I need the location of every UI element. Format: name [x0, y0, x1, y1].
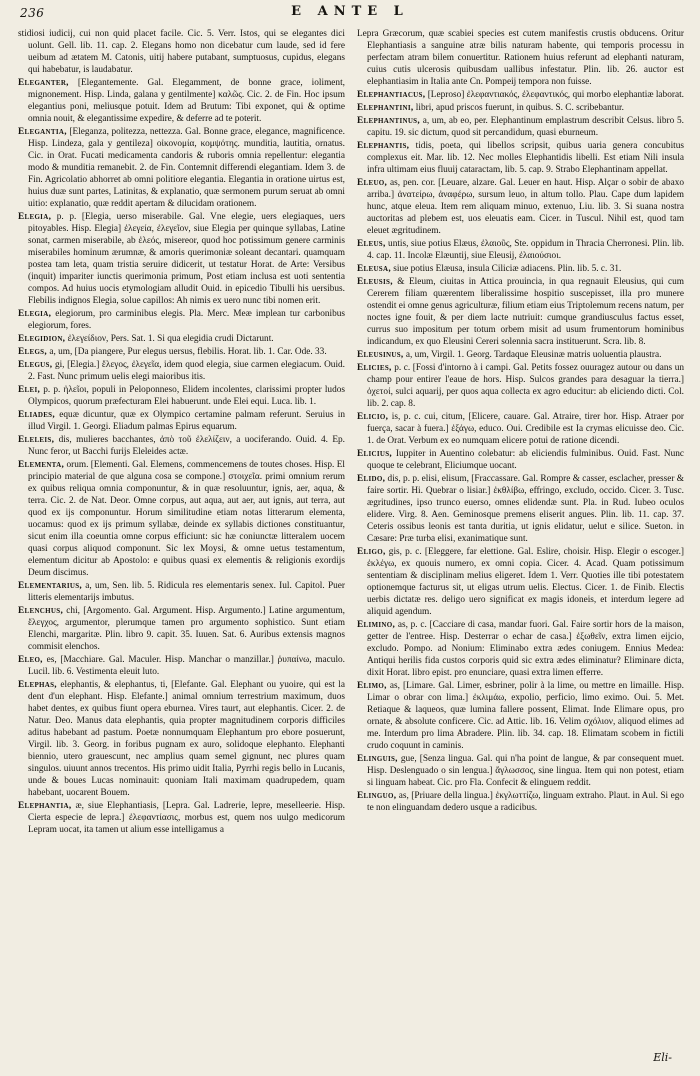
- entry-text: a, um, [Da piangere, Pur elegus uersus, flebilis. Horat. lib. 1. Car. Ode. 33.: [49, 347, 327, 357]
- entry-text: elephantis, & elephantus, ti, [Elefante. Gal. Elephant ou yuoire, qui est la dent d'un elephant. Hisp. Elefante.] animal omnium terrestrium maximum, duos habet dentes, ex quibus fiunt opera eburnea. Vires taurt, aut elephantis. Cicer. 2. de Natur. Deo. Manus data elephantis, quia propter magnitudinem corporis difficiles aditus habebant ad pastum. Poetæ nonnumquam Elephantum pro ebore posuerunt, Virgil. lib. 3. Georg. in foribus pugnam ex auro, solidoque elephanto. Elephanti biennio, utero grauescunt, nec amplius quam semel gignunt, nec plures quam singulos. uiuunt annos trecentos. His primo uidit Italia, Pyrrhi regis bello in Lucanis, unde & boues Lucas nominauit: quoniam Itali maximam quadrupedem, quam habebant, uocarent Bouem.: [28, 680, 345, 798]
- entry-headword: Elegs,: [18, 347, 48, 357]
- entry-text: as, [Limare. Gal. Limer, esbriner, polir à la lime, ou mettre en limaille. Hisp. Limar o obrar con lima.] ἐκλιμάω, expolio, perficio, limo eximo. Oui. 5. Met. Retiaque & laqueos, quæ lumina fallere possent, Elimat. Inde Elimare opus, pro ornate, & absolute conficere. Cic. ad Attic. lib. 16. Velim σχόλιον, aliquod elimes ad me. Interdum pro lima Abradere. Plin. lib. 34. cap. 18. Elimatam scobem in fictili crudo coquunt in caminis.: [367, 681, 684, 751]
- entry-headword: Elephantis,: [357, 141, 410, 151]
- dictionary-entry: [357, 89, 684, 101]
- entry-headword: Elegantia,: [18, 127, 67, 137]
- dictionary-entry: [18, 28, 345, 76]
- dictionary-entry: [18, 384, 345, 408]
- entry-text: as, p. c. [Cacciare di casa, mandar fuori. Gal. Faire sortir hors de la maison, getter de l'entree. Hisp. Desterrar o echar de casa.] ἐξωθεῖν, extra limen eijcio, excludo. Pompo. ad Nonium: Eliminabo extra ædes coniugem. Ennius Medea: Antiqui herilis fida custos corporis quid sic extra ædes eliminatur? Eliminare dicta, dixit Horat. libro epist. pro enunciare, quasi extra limen efferre.: [367, 620, 684, 678]
- entry-headword: Elicio,: [357, 412, 389, 422]
- entry-headword: Elegia,: [18, 309, 52, 319]
- dictionary-entry: [357, 238, 684, 262]
- entry-headword: Eligo,: [357, 547, 386, 557]
- entry-text: [Eleganza, politezza, nettezza. Gal. Bonne grace, elegance, magnificence. Hisp. Lindeza, gala y gentileza] οἰκονομία, κομψότης. munditia, lautitia, ornatus. Cic. in Orat. Fucati medicamenta candoris & ruboris omnia repellentur: elegantia modo & munditia remanebit. 2. de Fin. Contemnit differendi elegantiam. Idem 3. de Fin. Agricolatio abhorret ab omni politiore elegantia. Elegantia in oratione uirtus est, huius duæ sunt partes, Latinitas, & explanatio, quæ sermonem purum seruat ab omni uitio: explanatio, quæ reddit apertam & dilucidam orationem.: [28, 127, 345, 209]
- entry-text: tidis, poeta, qui libellos scripsit, quibus uaria genera concubitus complexus eit. Mar. lib. 12. Nec molles Elephantidis libelli. Est etiam Nili insula infra ultimam eius fluuij cataractam, lib. 5. cap. 9. Strabo Elephantinam appellat.: [367, 141, 684, 175]
- entry-text: p. p. ἠλεῖοι, populi in Peloponneso, Elidem incolentes, clarissimi propter ludos Olympicos, quorum præfecturam Elei habuerunt. unde Elei equi. Luca. lib. 1.: [28, 385, 345, 407]
- dictionary-entry: [357, 411, 684, 447]
- dictionary-entry: [357, 28, 684, 88]
- dictionary-entry: [357, 276, 684, 348]
- entry-text: a, um, ab eo, per. Elephantinum emplastrum describit Celsus. libro 5. capitu. 19. sic dictum, quod sit percandidum, quasi eburneum.: [367, 116, 684, 138]
- entry-text: a, um, Virgil. 1. Georg. Tardaque Eleusinæ matris uoluentia plaustra.: [405, 350, 662, 360]
- dictionary-entry: [18, 800, 345, 836]
- entry-headword: Elephantia,: [18, 801, 72, 811]
- entry-text: ἐλεγείδιον, Pers. Sat. 1. Si qua elegidia crudi Dictarunt.: [67, 334, 274, 344]
- dictionary-entry: [18, 409, 345, 433]
- entry-headword: Elicies,: [357, 363, 392, 373]
- entry-text: libri, apud priscos fuerunt, in quibus. S. C. scribebantur.: [415, 103, 624, 113]
- entry-headword: Elephas,: [18, 680, 57, 690]
- entry-headword: Eleusa,: [357, 264, 391, 274]
- dictionary-entry: [357, 102, 684, 114]
- entry-text: orum. [Elementi. Gal. Elemens, commencemens de toutes choses. Hisp. El principio material de que alguna cosa se compone.] στοιχεῖα. primi omnium rerum ex quibus reliqua omnia componuntur, & in quæ resoluuntur, ignis, aer, aqua, & terra. Cic. 2. de Nat. Deor. Omne corpus, aut aqua, aut aer, aut ignis, aut terra, aut quod ex ijs componuntur. Horum similitudine etiam notas litterarum elementa, uocamus: quod ex ijs primum syllabæ, deinde ex syllabis dictiones constituantur, sicut enim illa coeuntia omne corpus efficiunt: sic hæ coniunctæ litteralem uocem quasi corpus aliquod componunt. Sic lex Moysi, & omne uetus testamentum, elementum dicitur ab Apostolo: e quibus quasi ex elementis & religionis exordijs Deum discimus.: [28, 460, 345, 578]
- entry-headword: Eliades,: [18, 410, 55, 420]
- entry-text: as, [Priuare della lingua.] ἐκγλωττίζω, linguam extraho. Plaut. in Aul. Si ego te non elinguandam dedero usque a radicibus.: [367, 791, 684, 813]
- entry-headword: Elementa,: [18, 460, 65, 470]
- entry-text: a, um, Sen. lib. 5. Ridicula res elementaris senex. Iul. Capitol. Puer litteris elementarijs imbutus.: [28, 581, 345, 603]
- entry-text: as, pen. cor. [Leuare, alzare. Gal. Leuer en haut. Hisp. Alçar o sobir de abaxo arriba.] ἀνατείρω, ἀναφέρω, sursum leuo, in altum tollo. Plau. Cape dum lapidem hunc, atque eleua. Item rem aliquam minuo, extenuo, Liu. lib. 3. Si suana nostra auctoritas ad plebem est, uos eleuatis eam. Cicer. in Tuscul. Nihil est, quod tam eleuet ægritudinem.: [367, 178, 684, 236]
- dictionary-entry: [357, 753, 684, 789]
- entry-text: chi, [Argomento. Gal. Argument. Hisp. Argumento.] Latine argumentum, ἔλεγχος, argumentor, plerumque tamen pro argumento sophistico. Sunt etiam Elenchi, margaritæ. Plin. libro 9. capit. 35. Iuuen. Sat. 6. Auribus extensis magnos commisit elenchos.: [28, 606, 345, 652]
- entry-text: Iuppiter in Auentino colebatur: ab eliciendis fulminibus. Ouid. Fast. Nunc quoque te celebrant, Eliciumque uocant.: [367, 449, 684, 471]
- entry-headword: Eleuo,: [357, 178, 388, 188]
- entry-text: siue potius Elæusa, insula Ciliciæ adiacens. Plin. lib. 5. c. 31.: [393, 264, 622, 274]
- entry-headword: Elephantini,: [357, 103, 414, 113]
- dictionary-entry: [357, 362, 684, 410]
- dictionary-entry: [357, 263, 684, 275]
- entry-headword: Eleusinus,: [357, 350, 404, 360]
- entry-text: es, [Macchiare. Gal. Maculer. Hisp. Manchar o manzillar.] ῥυπαίνω, maculo. Lucil. lib. 6. Vestimenta eleuit luto.: [28, 655, 345, 677]
- dictionary-entry: [18, 580, 345, 604]
- entry-headword: Elido,: [357, 474, 386, 484]
- dictionary-entry: [18, 605, 345, 653]
- dictionary-entry: [357, 177, 684, 237]
- entry-text: æ, siue Elephantiasis, [Lepra. Gal. Ladrerie, lepre, meselleerie. Hisp. Cierta especie de lepra.] ἐλεφαντίασις, morbus est, quem nos uulgo medicorum Lepram uocat, ita tamen ut alium esse intelligamus a: [28, 801, 345, 835]
- dictionary-entry: [357, 448, 684, 472]
- left-column: [18, 28, 345, 1062]
- entry-text: is, p. c. cui, citum, [Elicere, cauare. Gal. Atraire, tirer hor. Hisp. Atraer por fuerça, sacar à fuera.] ἐξάγω, educo. Oui. Credibile est Ia crymas elicuisse deo. Cic. 1. de Orat. Verbum ex eo numquam elicere potui de ratione dicendi.: [367, 412, 684, 446]
- entry-headword: Elegus,: [18, 360, 53, 370]
- dictionary-entry: [357, 680, 684, 752]
- dictionary-entry: [357, 349, 684, 361]
- entry-headword: Eleleis,: [18, 435, 55, 445]
- entry-text: p. p. [Elegia, uerso miserabile. Gal. Vne elegie, uers elegiaques, uers pitoyables. Hisp. Elegia] ἐλεγεία, ἐλεγεῖον, siue Elegia per quinque syllabas, Latine sonat, carmen miserabile, ab ἐλεός, misereor, quod hoc potissimum genere carminis miserabiles hominum ærumnæ, & amoris querimoniæ soleant decantari. quamquam postea tam leta, quam tristia seruire didicerit, ut testatur Horat. de Arte: Versibus (inquit) impariter iunctis querimonia primum, Post etiam inclusa est uoti sententia compos. Ad huius uocis etymologiam alludit Ouid. in epicedio Tibulli his uersibus. Flebilis indignos Elegia, solue capillos: Ah nimis ex uero nunc tibi nomen erit.: [28, 212, 345, 306]
- entry-headword: Eleus,: [357, 239, 386, 249]
- right-column: [357, 28, 684, 1062]
- running-title: E ANTE L: [291, 4, 409, 19]
- entry-headword: Elephantinus,: [357, 116, 420, 126]
- entry-text: gi, [Elegia.] ἔλεγος, ἐλεγεῖα, idem quod elegia, siue carmen elegiacum. Ouid. 2. Fast. Nunc primum uelis elegi maioribus itis.: [28, 360, 345, 382]
- entry-headword: Elei,: [18, 385, 41, 395]
- dictionary-entry: [18, 459, 345, 579]
- entry-text: gue, [Senza lingua. Gal. qui n'ha point de langue, & par consequent muet. Hisp. Deslenguado o sin lengua.] ἄγλωσσος, sine lingua. Item qui non potest, etiam si linguam habeat. Cic. pro Fla. Confecit & elinguem reddit.: [367, 754, 684, 788]
- dictionary-entry: [18, 333, 345, 345]
- entry-text: gis, p. c. [Eleggere, far elettione. Gal. Eslire, choisir. Hisp. Elegir o escoger.] ἐκλέγω, ex quouis numero, ex omni copia. Cicer. 4. Acad. Quam potissimum sententiam & disciplinam melius eligeret. Idem 1. Verr. Quoties ille tibi potestatem optionemque facturus sit, ut eligas utrum uelis. Electus. Cicer. 1. de Finib. Electis uerbis dictatæ res. deligo uero significat ex magis idoneis, et interdum legere ad aliquid agendum.: [367, 547, 684, 617]
- dictionary-entry: [357, 790, 684, 814]
- entry-headword: Elinguis,: [357, 754, 398, 764]
- entry-text: [Leproso] ἐλεφαντιακός, ἐλεφαντικός, qui morbo elephantiæ laborat.: [427, 90, 684, 100]
- entry-text: Lepra Græcorum, quæ scabiei species est cutem manifestis crustis obducens. Oritur Elephantiasis a sanguine atræ bilis naturam habente, qui temporis processu in perfectam atram bilem conuertitur. Rationem huius referunt ad elephanti naturam, cuius cutis ulcerosis quibusdam uallibus infestatur. Plin. lib. 26. auctor est elephantiasim in Italia ante Cn. Pompeij tempora non fuisse.: [357, 29, 684, 87]
- dictionary-entry: [18, 211, 345, 307]
- dictionary-entry: [18, 654, 345, 678]
- dictionary-entry: [18, 434, 345, 458]
- dictionary-entry: [18, 77, 345, 125]
- dictionary-entry: [357, 140, 684, 176]
- dictionary-entry: [18, 679, 345, 799]
- entry-headword: Eleo,: [18, 655, 43, 665]
- dictionary-entry: [18, 346, 345, 358]
- dictionary-entry: [18, 359, 345, 383]
- dictionary-entry: [18, 308, 345, 332]
- entry-headword: Elimino,: [357, 620, 396, 630]
- entry-text: untis, siue potius Elæus, ἐλαιοῦς, Ste. oppidum in Thracia Cherronesi. Plin. lib. 4. cap. 11. Incolæ Elæuntij, siue Eleusij, ἐλαιούσιοι.: [367, 239, 684, 261]
- page-number: 236: [20, 6, 45, 20]
- entry-headword: Elephantiacus,: [357, 90, 426, 100]
- entry-text: & Eleum, ciuitas in Attica prouincia, in qua regnauit Eleusius, qui cum Cererem filiam quærentem liberalissime hospitio suscepisset, illa pro munere ostendit ei omne genus agriculturæ, filium etiam eius Triptolemum recens natum, per noctes igne fouit, & per diem lacte nutriuit: cumque grandiusculus factus esset, currus suo impositum per totum orbem misit ad usum frumentorum hominibus indicandum, ex quo Eleusini Cereri solennia sacra instituerunt. Scra. lib. 8.: [367, 277, 684, 347]
- dictionary-entry: [357, 115, 684, 139]
- entry-headword: Eleusis,: [357, 277, 393, 287]
- entry-text: [Elegantemente. Gal. Elegamment, de bonne grace, ioliment, mignonement. Hisp. Linda, galana y gentilmente] καλῶς. Cic. 2. de Fin. Hoc ipsum elegantius poni, meliusque potuit. Idem ad Brutum: Tibi exponet, qui & optime omnia nouit, & elegantissime expedire, & deferre ad te poterit.: [28, 78, 345, 124]
- entry-headword: Elegia,: [18, 212, 52, 222]
- entry-headword: Elimo,: [357, 681, 387, 691]
- entry-headword: Eleganter,: [18, 78, 69, 88]
- entry-headword: Elementarius,: [18, 581, 83, 591]
- entry-text: stidiosi iudicij, cui non quid placet facile. Cic. 5. Verr. Istos, qui se elegantes dici uolunt. Gell. lib. 11. cap. 2. Elegans homo non dicebatur cum laude, sed id fere ueibum ad ætatem M. Catonis, uitij habere putabant, sumptuosus, cupidus, elegans qui habebatur, is laudabatur.: [18, 29, 345, 75]
- dictionary-entry: [18, 126, 345, 210]
- entry-text: p. c. [Fossi d'intorno à i campi. Gal. Petits fossez ouuragez autour ou dans un champ pour entirer l'eaue de hors. Hisp. Sulcos grandes para desaguar la tierra.] ὀχετοί, sulci aquarij, per quos aqua collecta ex agro educitur: ab eliciendo dicti. Col. lib. 2. cap. 8.: [367, 363, 684, 409]
- entry-headword: Elenchus,: [18, 606, 64, 616]
- entry-text: equæ dicuntur, quæ ex Olympico certamine palmam referunt. Seruius in illud Virgil. 1. Georgi. Eliadum palmas Epirus equarum.: [28, 410, 345, 432]
- catchword: Eli-: [653, 1051, 672, 1064]
- entry-headword: Elegidion,: [18, 334, 66, 344]
- entry-text: elegiorum, pro carminibus elegis. Pla. Merc. Meæ implean tur carbonibus elegiorum, fores.: [28, 309, 345, 331]
- dictionary-entry: [357, 473, 684, 545]
- entry-headword: Elinguo,: [357, 791, 397, 801]
- entry-headword: Elicius,: [357, 449, 393, 459]
- dictionary-entry: [357, 619, 684, 679]
- dictionary-entry: [357, 546, 684, 618]
- entry-text: dis, p. p. elisi, elisum, [Fraccassare. Gal. Rompre & casser, esclacher, presser & faire sortir. Hi. Quebrar o lisiar.] ἐκθλίβω, effringo, excludo, occido. Cicer. 3. Tusc. ægritudines, ipso trunco euerso, omnes elidendæ sunt. Pla. in Rud. Iubeo oculos elidere. Virg. 8. Aen. Geminosque premens eliserit angues. Plin. lib. 11. cap. 37. Ceteris ossibus leonis est tanta duritia, ut ignis elidatur, uelut e silice. Sueton. in Cæsare: Præ turba elisi, exanimatique sunt.: [367, 474, 684, 544]
- entry-text: dis, mulieres bacchantes, ἀπὸ τοῦ ἐλελίζειν, a uociferando. Ouid. 4. Ep. Nunc feror, ut Bacchi furijs Eleleides actæ.: [28, 435, 345, 457]
